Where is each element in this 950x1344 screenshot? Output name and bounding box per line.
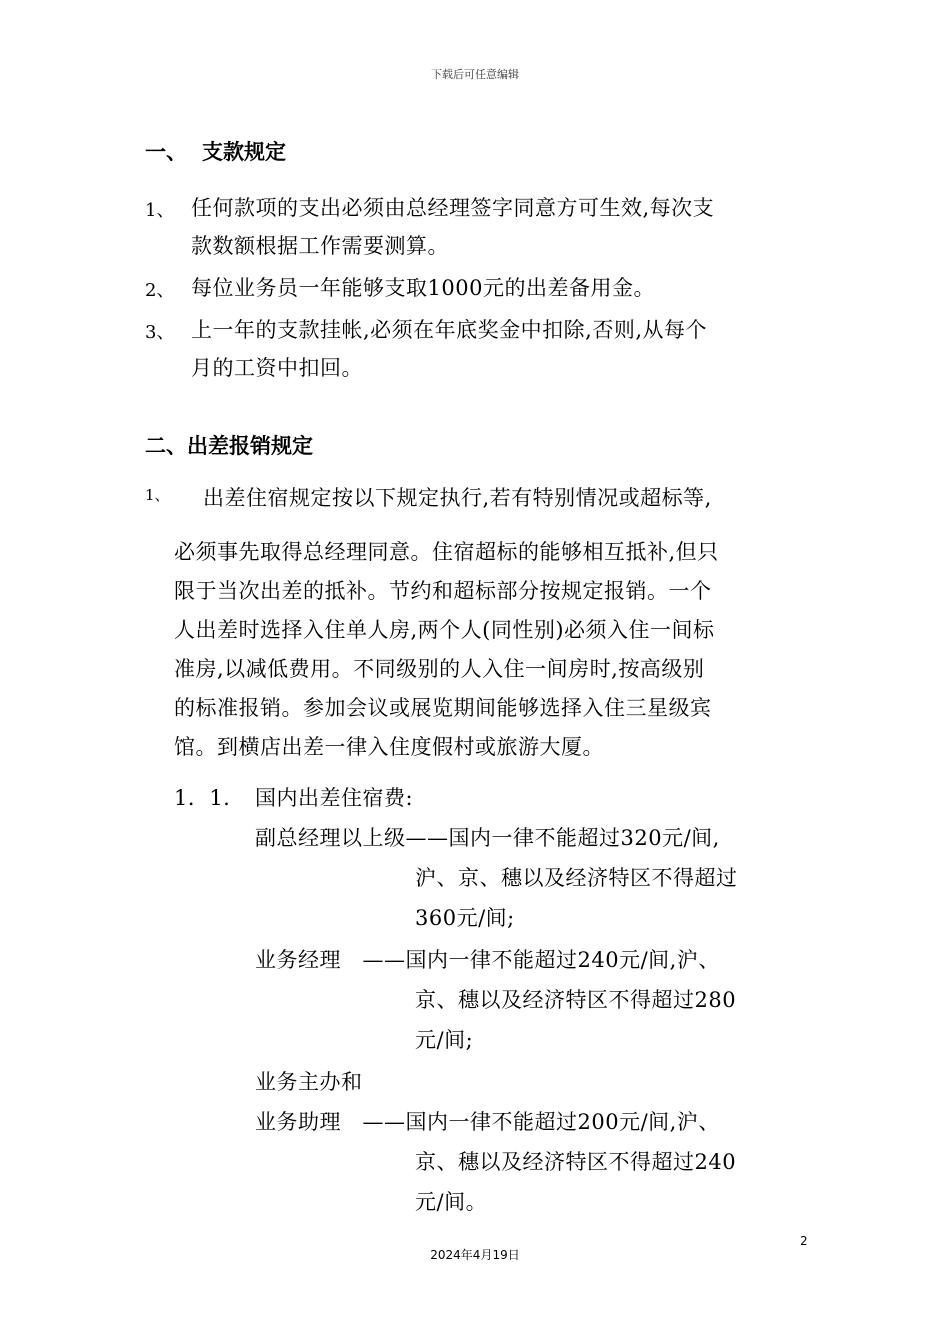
subsection-title: 国内出差住宿费: [255, 786, 414, 810]
list-item-number: 1、 [145, 200, 175, 221]
rule-line: 副总经理以上级——国内一律不能超过320元/间, [255, 826, 720, 850]
page-number: 2 [800, 1234, 808, 1248]
section1-title: 支款规定 [202, 140, 286, 164]
paragraph-line: 人出差时选择入住单人房,两个人(同性别)必须入住一间标 [174, 618, 715, 642]
list-item-text: 每位业务员一年能够支取1000元的出差备用金。 [191, 276, 655, 300]
paragraph-line: 必须事先取得总经理同意。住宿超标的能够相互抵补,但只 [174, 540, 719, 564]
paragraph-line: 的标准报销。参加会议或展览期间能够选择入住三星级宾 [174, 696, 712, 720]
list-item-text: 上一年的支款挂帐,必须在年底奖金中扣除,否则,从每个 [191, 318, 708, 342]
rule-line: 业务主办和 [255, 1070, 363, 1094]
paragraph-line: 馆。到横店出差一律入住度假村或旅游大厦。 [174, 735, 604, 759]
rule-line: 京、穗以及经济特区不得超过240 [415, 1150, 737, 1174]
list-item-number: 3、 [145, 322, 175, 343]
rule-line: 业务经理 ——国内一律不能超过240元/间,沪、 [255, 948, 720, 972]
page-header: 下载后可任意编辑 [431, 68, 519, 81]
rule-line: 京、穗以及经济特区不得超过280 [415, 988, 737, 1012]
list-item-text: 任何款项的支出必须由总经理签字同意方可生效,每次支 [191, 196, 715, 220]
list-item-number: 2、 [145, 280, 175, 301]
rule-line: 元/间; [415, 1028, 474, 1052]
subsection-number: 1．1． [174, 786, 245, 810]
paragraph-line: 限于当次出差的抵补。节约和超标部分按规定报销。一个 [174, 579, 712, 603]
rule-line: 360元/间; [415, 906, 515, 930]
rule-line: 业务助理 ——国内一律不能超过200元/间,沪、 [255, 1110, 720, 1134]
list-item-text: 款数额根据工作需要测算。 [191, 234, 449, 258]
page-footer-date: 2024年4月19日 [430, 1248, 520, 1262]
section1-number: 一、 [145, 140, 187, 164]
rule-line: 元/间。 [415, 1190, 488, 1214]
list-item-number: 1、 [145, 486, 170, 504]
list-item-text: 月的工资中扣回。 [191, 356, 363, 380]
paragraph-line: 出差住宿规定按以下规定执行,若有特别情况或超标等, [203, 486, 712, 510]
paragraph-line: 准房,以减低费用。不同级别的人入住一间房时,按高级别 [174, 657, 705, 681]
rule-line: 沪、京、穗以及经济特区不得超过 [415, 866, 738, 890]
section2-title: 二、出差报销规定 [145, 434, 313, 458]
